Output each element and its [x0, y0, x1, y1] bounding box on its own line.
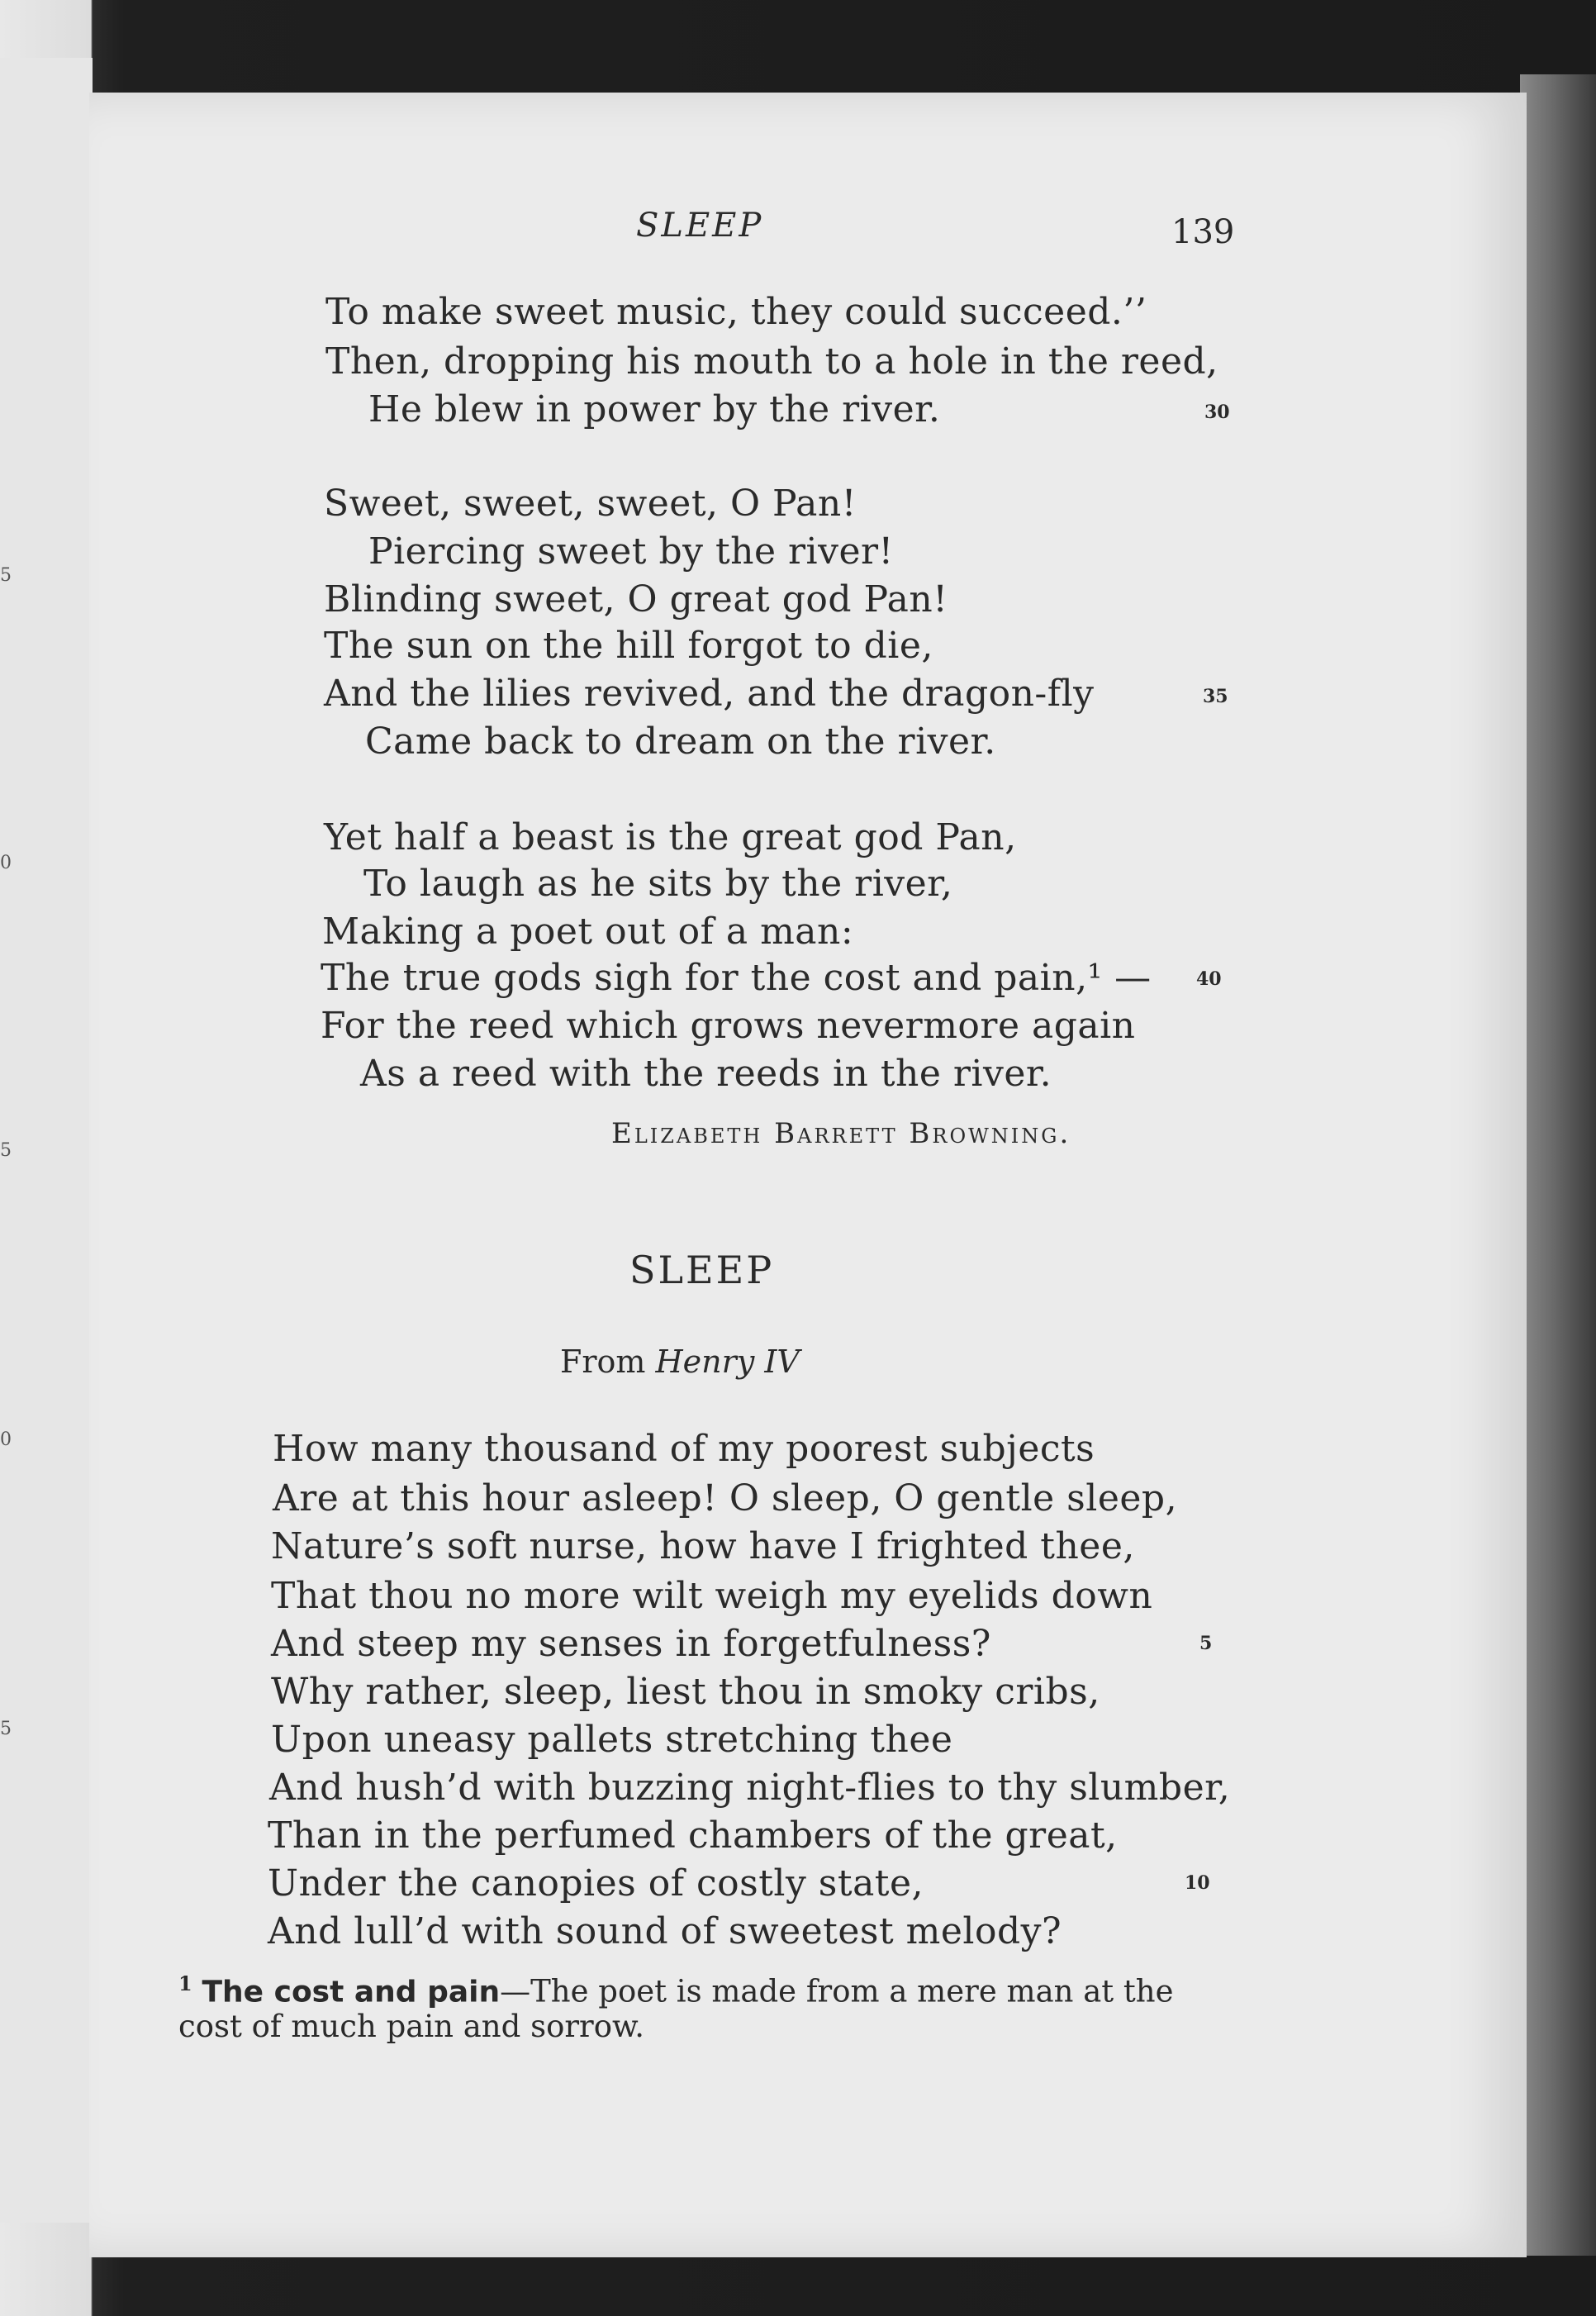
line-number: 10: [1185, 1872, 1210, 1894]
line-number: 35: [1203, 686, 1228, 707]
poem-line: He blew in power by the river.: [368, 388, 941, 430]
facing-line-number: 0: [0, 1429, 12, 1450]
poem-line: And lull’d with sound of sweetest melody?: [268, 1910, 1062, 1952]
poem-line: To make sweet music, they could succeed.’’: [325, 291, 1147, 333]
poem-line: Blinding sweet, O great god Pan!: [324, 578, 948, 621]
poem-line: How many thousand of my poorest subjects: [273, 1428, 1095, 1470]
poem-line: As a reed with the reeds in the river.: [360, 1053, 1052, 1095]
poem-source: [560, 1343, 800, 1380]
footnote-heading: The cost and pain: [202, 1975, 501, 2009]
line-number: 40: [1196, 968, 1222, 990]
poem-line: Sweet, sweet, sweet, O Pan!: [324, 483, 857, 525]
poem-line: Are at this hour asleep! O sleep, O gentle sleep,: [273, 1477, 1178, 1519]
line-number: 5: [1199, 1633, 1213, 1654]
poem-line: Came back to dream on the river.: [365, 720, 996, 763]
poem-line: For the reed which grows nevermore again: [321, 1005, 1136, 1047]
author-attribution: Elizabeth Barrett Browning.: [611, 1117, 1071, 1150]
page-number: 139: [1171, 213, 1235, 251]
poem-line: Then, dropping his mouth to a hole in the reed,: [325, 340, 1218, 383]
poem-line: Why rather, sleep, liest thou in smoky cribs,: [271, 1671, 1100, 1713]
poem-line: Than in the perfumed chambers of the great,: [268, 1814, 1118, 1857]
facing-line-number: 5: [0, 1140, 12, 1161]
poem-line: Under the canopies of costly state,: [268, 1862, 924, 1905]
poem-line: Upon uneasy pallets stretching thee: [271, 1719, 953, 1761]
poem-line: Piercing sweet by the river!: [368, 530, 894, 573]
facing-line-number: 5: [0, 1719, 12, 1739]
poem-line: Nature’s soft nurse, how have I frighted thee,: [271, 1525, 1135, 1567]
poem-line: The sun on the hill forgot to die,: [324, 625, 933, 667]
footnote: [178, 1966, 1219, 2044]
poem-line: The true gods sigh for the cost and pain,¹ —: [321, 957, 1152, 999]
footnote-mark: 1: [178, 1971, 192, 1995]
poem-line: Yet half a beast is the great god Pan,: [324, 816, 1017, 858]
facing-line-number: 0: [0, 853, 12, 873]
source-prefix: From: [560, 1343, 646, 1380]
running-title: SLEEP: [636, 207, 764, 245]
footnote-text: —The poet is made from a mere man at the cost of much pain and sorrow.: [178, 1973, 1174, 2045]
poem-title: SLEEP: [629, 1248, 775, 1292]
poem-line: And hush’d with buzzing night-flies to thy slumber,: [269, 1767, 1231, 1809]
poem-line: And steep my senses in forgetfulness?: [271, 1623, 991, 1665]
line-number: 30: [1204, 402, 1230, 423]
facing-page-edge: [0, 58, 93, 2223]
source-work: Henry IV: [655, 1343, 800, 1380]
poem-line: To laugh as he sits by the river,: [363, 863, 953, 905]
poem-line: Making a poet out of a man:: [322, 911, 854, 953]
poem-line: And the lilies revived, and the dragon-fly: [324, 673, 1095, 715]
page-edge-shadow: [1520, 74, 1596, 2256]
poem-line: That thou no more wilt weigh my eyelids down: [271, 1575, 1153, 1617]
facing-line-number: 5: [0, 565, 12, 586]
